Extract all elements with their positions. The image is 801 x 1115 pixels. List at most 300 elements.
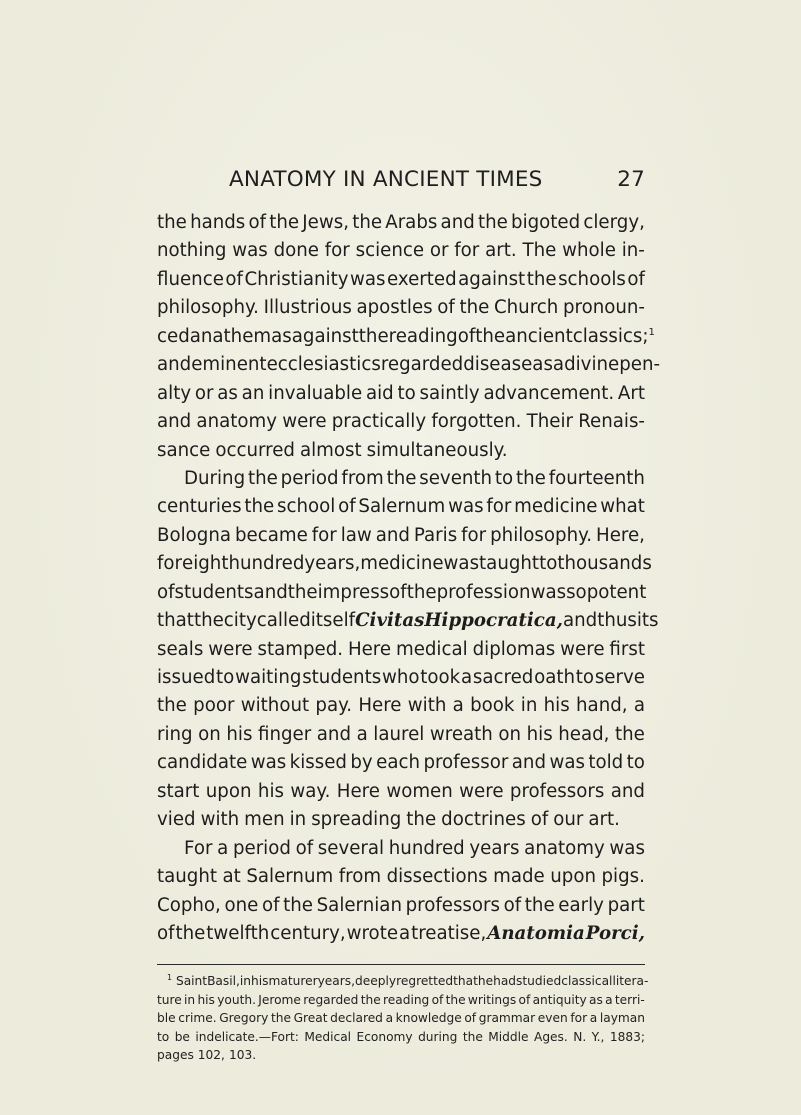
word: alty xyxy=(157,382,192,404)
text-line-anatomia xyxy=(157,920,645,948)
word: professor xyxy=(423,752,509,774)
word: against xyxy=(458,268,526,290)
word: of xyxy=(503,894,522,916)
word: the xyxy=(475,325,506,347)
word: a xyxy=(217,837,229,859)
word: in xyxy=(289,809,307,831)
word: Medical xyxy=(304,1029,352,1044)
word: first xyxy=(609,638,645,660)
word: kissed xyxy=(289,752,347,774)
text-line xyxy=(157,550,652,578)
word: clergy, xyxy=(583,212,645,233)
word: even xyxy=(537,1011,568,1025)
word: regretted xyxy=(396,974,454,988)
footnote-line xyxy=(157,1009,645,1028)
word: the xyxy=(386,467,417,489)
word: for xyxy=(486,496,512,518)
word: diplomas xyxy=(472,638,556,660)
word: years xyxy=(469,837,520,859)
word: pages xyxy=(157,1048,194,1062)
word: a xyxy=(398,922,411,944)
word: grammar xyxy=(478,1011,536,1025)
word: upon xyxy=(205,780,252,802)
word: to xyxy=(397,382,416,404)
word: of xyxy=(157,922,175,944)
word: on xyxy=(498,723,522,745)
word: was xyxy=(350,268,386,290)
word: of xyxy=(518,992,531,1007)
word: candidate xyxy=(157,752,248,774)
word: was xyxy=(549,752,585,774)
word: schools xyxy=(558,268,626,290)
word: profession xyxy=(436,581,531,603)
word: pen- xyxy=(619,354,661,376)
word: in xyxy=(520,695,538,717)
text-line xyxy=(157,636,645,664)
word: was xyxy=(232,240,268,262)
word: bigoted xyxy=(511,212,581,233)
word: For xyxy=(184,837,213,859)
word: men xyxy=(244,809,285,831)
word: the xyxy=(287,581,318,603)
word: were xyxy=(282,411,327,433)
word: a xyxy=(460,667,473,688)
word: of xyxy=(261,894,280,916)
word: regarded xyxy=(380,354,464,376)
word: was xyxy=(250,752,287,774)
word: anatomy xyxy=(524,837,605,859)
word: science xyxy=(355,240,425,262)
word: Illustrious xyxy=(263,297,352,319)
word: and xyxy=(375,524,410,546)
text-line xyxy=(157,294,645,322)
word: ancient xyxy=(505,325,573,347)
word: fourteenth xyxy=(548,467,645,489)
word: regarded xyxy=(303,992,359,1007)
footnote xyxy=(157,972,649,1065)
word: the xyxy=(157,212,187,233)
word: his xyxy=(526,723,553,745)
word: a xyxy=(605,992,613,1007)
word: doctrines xyxy=(441,809,526,831)
word: start xyxy=(157,780,200,802)
word: invaluable xyxy=(268,382,363,404)
word: were xyxy=(560,638,605,660)
word: Their xyxy=(526,411,573,433)
word: his xyxy=(543,695,570,717)
word: its xyxy=(636,610,659,632)
text-line-civitas xyxy=(157,607,659,635)
word: of xyxy=(464,1011,477,1025)
word: finger xyxy=(258,723,312,745)
word: Y., xyxy=(591,1029,605,1044)
word: the xyxy=(477,212,508,233)
word: the xyxy=(526,268,557,290)
word: seals xyxy=(157,638,204,660)
word: made xyxy=(493,866,545,888)
word: Gregory xyxy=(219,1011,269,1025)
word: had xyxy=(493,974,517,988)
text-line xyxy=(157,892,645,920)
word: ring xyxy=(157,723,193,745)
word: art. xyxy=(588,809,620,831)
word: hand, xyxy=(576,695,628,717)
text-line xyxy=(157,835,645,863)
word: as xyxy=(589,992,603,1007)
word: a xyxy=(385,1011,394,1025)
word: indelicate.—Fort: xyxy=(195,1029,299,1044)
word: of xyxy=(431,992,444,1007)
word: of xyxy=(457,325,476,347)
word: classics;$^1$ xyxy=(572,325,655,347)
word: 103. xyxy=(228,1048,257,1062)
word: nothing xyxy=(157,240,227,262)
word: oath xyxy=(534,667,576,688)
word: became xyxy=(234,524,308,546)
word: school xyxy=(277,496,336,518)
word: with xyxy=(407,695,447,717)
word: city xyxy=(223,610,257,632)
word: exerted xyxy=(387,268,457,290)
word: pronoun- xyxy=(562,297,645,319)
word: simultaneously. xyxy=(366,439,508,461)
word: eight xyxy=(182,553,229,575)
text-line xyxy=(157,664,645,692)
word: and xyxy=(253,581,288,603)
word: poor xyxy=(193,695,235,717)
word: for xyxy=(157,553,183,575)
word: sance xyxy=(157,439,211,461)
word: a xyxy=(356,723,368,745)
word: an xyxy=(241,382,265,404)
word: the xyxy=(244,496,275,518)
word: part xyxy=(607,894,645,916)
word: treatise, xyxy=(411,922,487,944)
italic-word: Civitas xyxy=(355,610,425,632)
text-line xyxy=(157,806,645,834)
word: of xyxy=(530,809,549,831)
word: the xyxy=(283,894,313,916)
word: N. xyxy=(573,1029,587,1044)
word: or xyxy=(194,382,214,404)
word: that xyxy=(453,974,478,988)
word: reading xyxy=(383,992,430,1007)
word: as xyxy=(217,382,238,404)
word: the xyxy=(193,610,224,632)
word: by xyxy=(350,752,373,774)
word: Here xyxy=(347,638,392,660)
word: medicine xyxy=(514,496,598,518)
word: twelfth xyxy=(206,922,270,944)
footnote-rule xyxy=(157,964,645,965)
word: what xyxy=(600,496,645,518)
italic-word: Anatomia xyxy=(487,922,585,944)
word: law xyxy=(340,524,372,546)
word: years, xyxy=(304,553,361,575)
word: his xyxy=(197,992,215,1007)
word: taught xyxy=(479,553,540,575)
word: the xyxy=(157,695,187,717)
word: early xyxy=(558,894,604,916)
word: at xyxy=(222,866,241,888)
word: for xyxy=(461,524,487,546)
word: a xyxy=(589,1011,598,1025)
word: for xyxy=(324,240,350,262)
word: that xyxy=(157,610,194,632)
word: disease xyxy=(463,354,533,376)
word: writings xyxy=(467,992,517,1007)
text-line xyxy=(157,323,655,351)
word: stamped. xyxy=(257,638,344,660)
word: Great xyxy=(293,1011,328,1025)
word: period xyxy=(232,837,291,859)
word: eminent xyxy=(191,354,267,376)
running-head-title: ANATOMY IN ANCIENT TIMES xyxy=(229,167,543,192)
word: period xyxy=(280,467,339,489)
word: way. xyxy=(290,780,331,802)
word: practically xyxy=(331,411,427,433)
word: declared xyxy=(330,1011,383,1025)
text-line xyxy=(157,863,645,891)
word: advancement. xyxy=(483,382,615,404)
word: Jews, xyxy=(302,212,349,233)
word: Basil, xyxy=(207,974,240,988)
word: classical xyxy=(561,974,613,988)
word: head, xyxy=(558,723,610,745)
text-line xyxy=(157,266,645,294)
word: sacred xyxy=(472,667,534,688)
word: to xyxy=(626,752,645,774)
word: the xyxy=(270,1011,291,1025)
word: saintly xyxy=(419,382,480,404)
word: a xyxy=(452,695,464,717)
word: spreading xyxy=(311,809,402,831)
word: to xyxy=(157,1029,170,1044)
word: of xyxy=(437,297,455,319)
word: itself xyxy=(310,610,356,632)
footnote-marker: 1 xyxy=(167,972,173,982)
word: Copho, xyxy=(157,894,221,916)
word: Economy xyxy=(356,1029,413,1044)
word: anatomy xyxy=(196,411,277,433)
text-line xyxy=(157,351,661,379)
word: without xyxy=(240,695,310,717)
text-line xyxy=(157,579,645,607)
word: occurred xyxy=(215,439,295,461)
word: hundred xyxy=(388,837,465,859)
word: his xyxy=(251,974,269,988)
word: as xyxy=(532,354,553,376)
word: thousands xyxy=(557,553,652,575)
word: wreath xyxy=(429,723,493,745)
word: ture xyxy=(157,992,182,1007)
footnote-line xyxy=(157,991,645,1010)
italic-word: Hippocratica, xyxy=(424,610,563,632)
word: and xyxy=(316,723,351,745)
word: the xyxy=(269,212,300,233)
word: medical xyxy=(395,638,468,660)
word: philosophy. xyxy=(490,524,593,546)
text-line xyxy=(157,437,645,465)
word: almost xyxy=(299,439,362,461)
word: of xyxy=(389,581,407,603)
word: in xyxy=(239,974,252,988)
word: professors xyxy=(405,894,500,916)
word: to xyxy=(575,667,595,688)
word: was xyxy=(448,496,484,518)
word: anathemas xyxy=(189,325,292,347)
word: aid xyxy=(365,382,394,404)
word: during xyxy=(418,1029,458,1044)
word: called xyxy=(256,610,311,632)
word: Middle xyxy=(488,1029,529,1044)
word: the xyxy=(462,1029,483,1044)
text-line xyxy=(157,522,645,550)
italic-word: Porci, xyxy=(585,922,645,944)
word: Church xyxy=(493,297,559,319)
word: against xyxy=(291,325,359,347)
word: Christianity xyxy=(244,268,349,290)
word: several xyxy=(317,837,385,859)
text-line xyxy=(157,408,645,436)
word: told xyxy=(588,752,624,774)
word: for xyxy=(570,1011,588,1025)
word: Salernum xyxy=(246,866,334,888)
word: the xyxy=(406,809,437,831)
word: to xyxy=(494,467,514,489)
word: to xyxy=(539,553,558,575)
word: or xyxy=(429,240,449,262)
word: be xyxy=(174,1029,190,1044)
word: from xyxy=(338,866,382,888)
word: art. xyxy=(485,240,517,262)
word: Salernian xyxy=(316,894,402,916)
word: was xyxy=(609,837,645,859)
text-line xyxy=(157,721,645,749)
word: whole xyxy=(562,240,616,262)
word: 102, xyxy=(197,1048,225,1062)
word: $^1$ Saint xyxy=(167,972,208,988)
word: Ages. xyxy=(533,1029,568,1044)
footnote-ref[interactable]: 1 xyxy=(648,326,655,338)
word: laurel xyxy=(373,723,425,745)
footnote-line xyxy=(157,972,649,991)
word: from xyxy=(341,467,384,489)
word: waiting xyxy=(235,667,302,688)
word: vied xyxy=(157,809,196,831)
text-line xyxy=(157,749,645,777)
word: to xyxy=(216,667,235,688)
word: reading xyxy=(388,325,458,347)
word: litera- xyxy=(612,974,649,988)
word: professors xyxy=(509,780,605,802)
word: serve xyxy=(594,667,645,688)
word: and xyxy=(511,752,546,774)
text-line xyxy=(157,209,645,237)
word: upon xyxy=(550,866,596,888)
word: the xyxy=(247,467,278,489)
word: apostles xyxy=(356,297,433,319)
word: his xyxy=(226,723,253,745)
word: maturer xyxy=(268,974,318,988)
word: and xyxy=(610,780,645,802)
word: were xyxy=(208,638,253,660)
word: his xyxy=(257,780,284,802)
word: Art xyxy=(617,382,645,404)
word: ced xyxy=(157,325,190,347)
word: hands xyxy=(190,212,246,233)
word: the xyxy=(516,467,546,489)
word: and xyxy=(157,354,192,376)
word: with xyxy=(200,809,240,831)
page-number: 27 xyxy=(617,167,645,192)
word: the xyxy=(524,894,555,916)
word: who xyxy=(381,667,420,688)
word: was xyxy=(530,581,567,603)
word: and xyxy=(157,411,192,433)
word: was xyxy=(443,553,480,575)
word: crime. xyxy=(178,1011,217,1025)
word: of xyxy=(225,268,243,290)
text-line xyxy=(157,465,645,493)
word: potent xyxy=(586,581,647,603)
word: studied xyxy=(516,974,562,988)
word: of xyxy=(295,837,314,859)
word: took xyxy=(420,667,461,688)
word: and xyxy=(440,212,475,233)
word: philosophy. xyxy=(157,297,259,319)
word: students xyxy=(302,667,382,688)
word: book xyxy=(470,695,515,717)
word: century, xyxy=(270,922,346,944)
footnote-line xyxy=(157,1046,645,1065)
word: impress xyxy=(317,581,390,603)
text-line xyxy=(157,380,645,408)
text-line xyxy=(157,237,645,265)
word: a xyxy=(633,695,645,717)
word: the xyxy=(406,581,437,603)
word: for xyxy=(454,240,480,262)
body-text xyxy=(157,209,661,948)
word: Here, xyxy=(596,524,645,546)
word: Bologna xyxy=(157,524,232,546)
word: The xyxy=(522,240,557,262)
word: he xyxy=(477,974,494,988)
word: Paris xyxy=(413,524,458,546)
word: youth. xyxy=(217,992,256,1007)
text-line xyxy=(157,493,645,521)
word: 1883; xyxy=(609,1029,645,1044)
word: the xyxy=(358,325,389,347)
word: a xyxy=(552,354,565,376)
word: wrote xyxy=(346,922,399,944)
word: Salernum xyxy=(358,496,446,518)
word: taught xyxy=(157,866,218,888)
word: our xyxy=(553,809,584,831)
word: in- xyxy=(621,240,645,262)
text-line xyxy=(157,692,645,720)
word: Renais- xyxy=(578,411,645,433)
word: antiquity xyxy=(532,992,587,1007)
word: knowledge xyxy=(395,1011,462,1025)
word: of xyxy=(248,212,267,233)
word: years, xyxy=(317,974,356,988)
word: the xyxy=(615,723,645,745)
word: and xyxy=(562,610,598,632)
footnote-line xyxy=(157,1028,645,1047)
word: fluence xyxy=(157,268,224,290)
word: on xyxy=(198,723,221,745)
